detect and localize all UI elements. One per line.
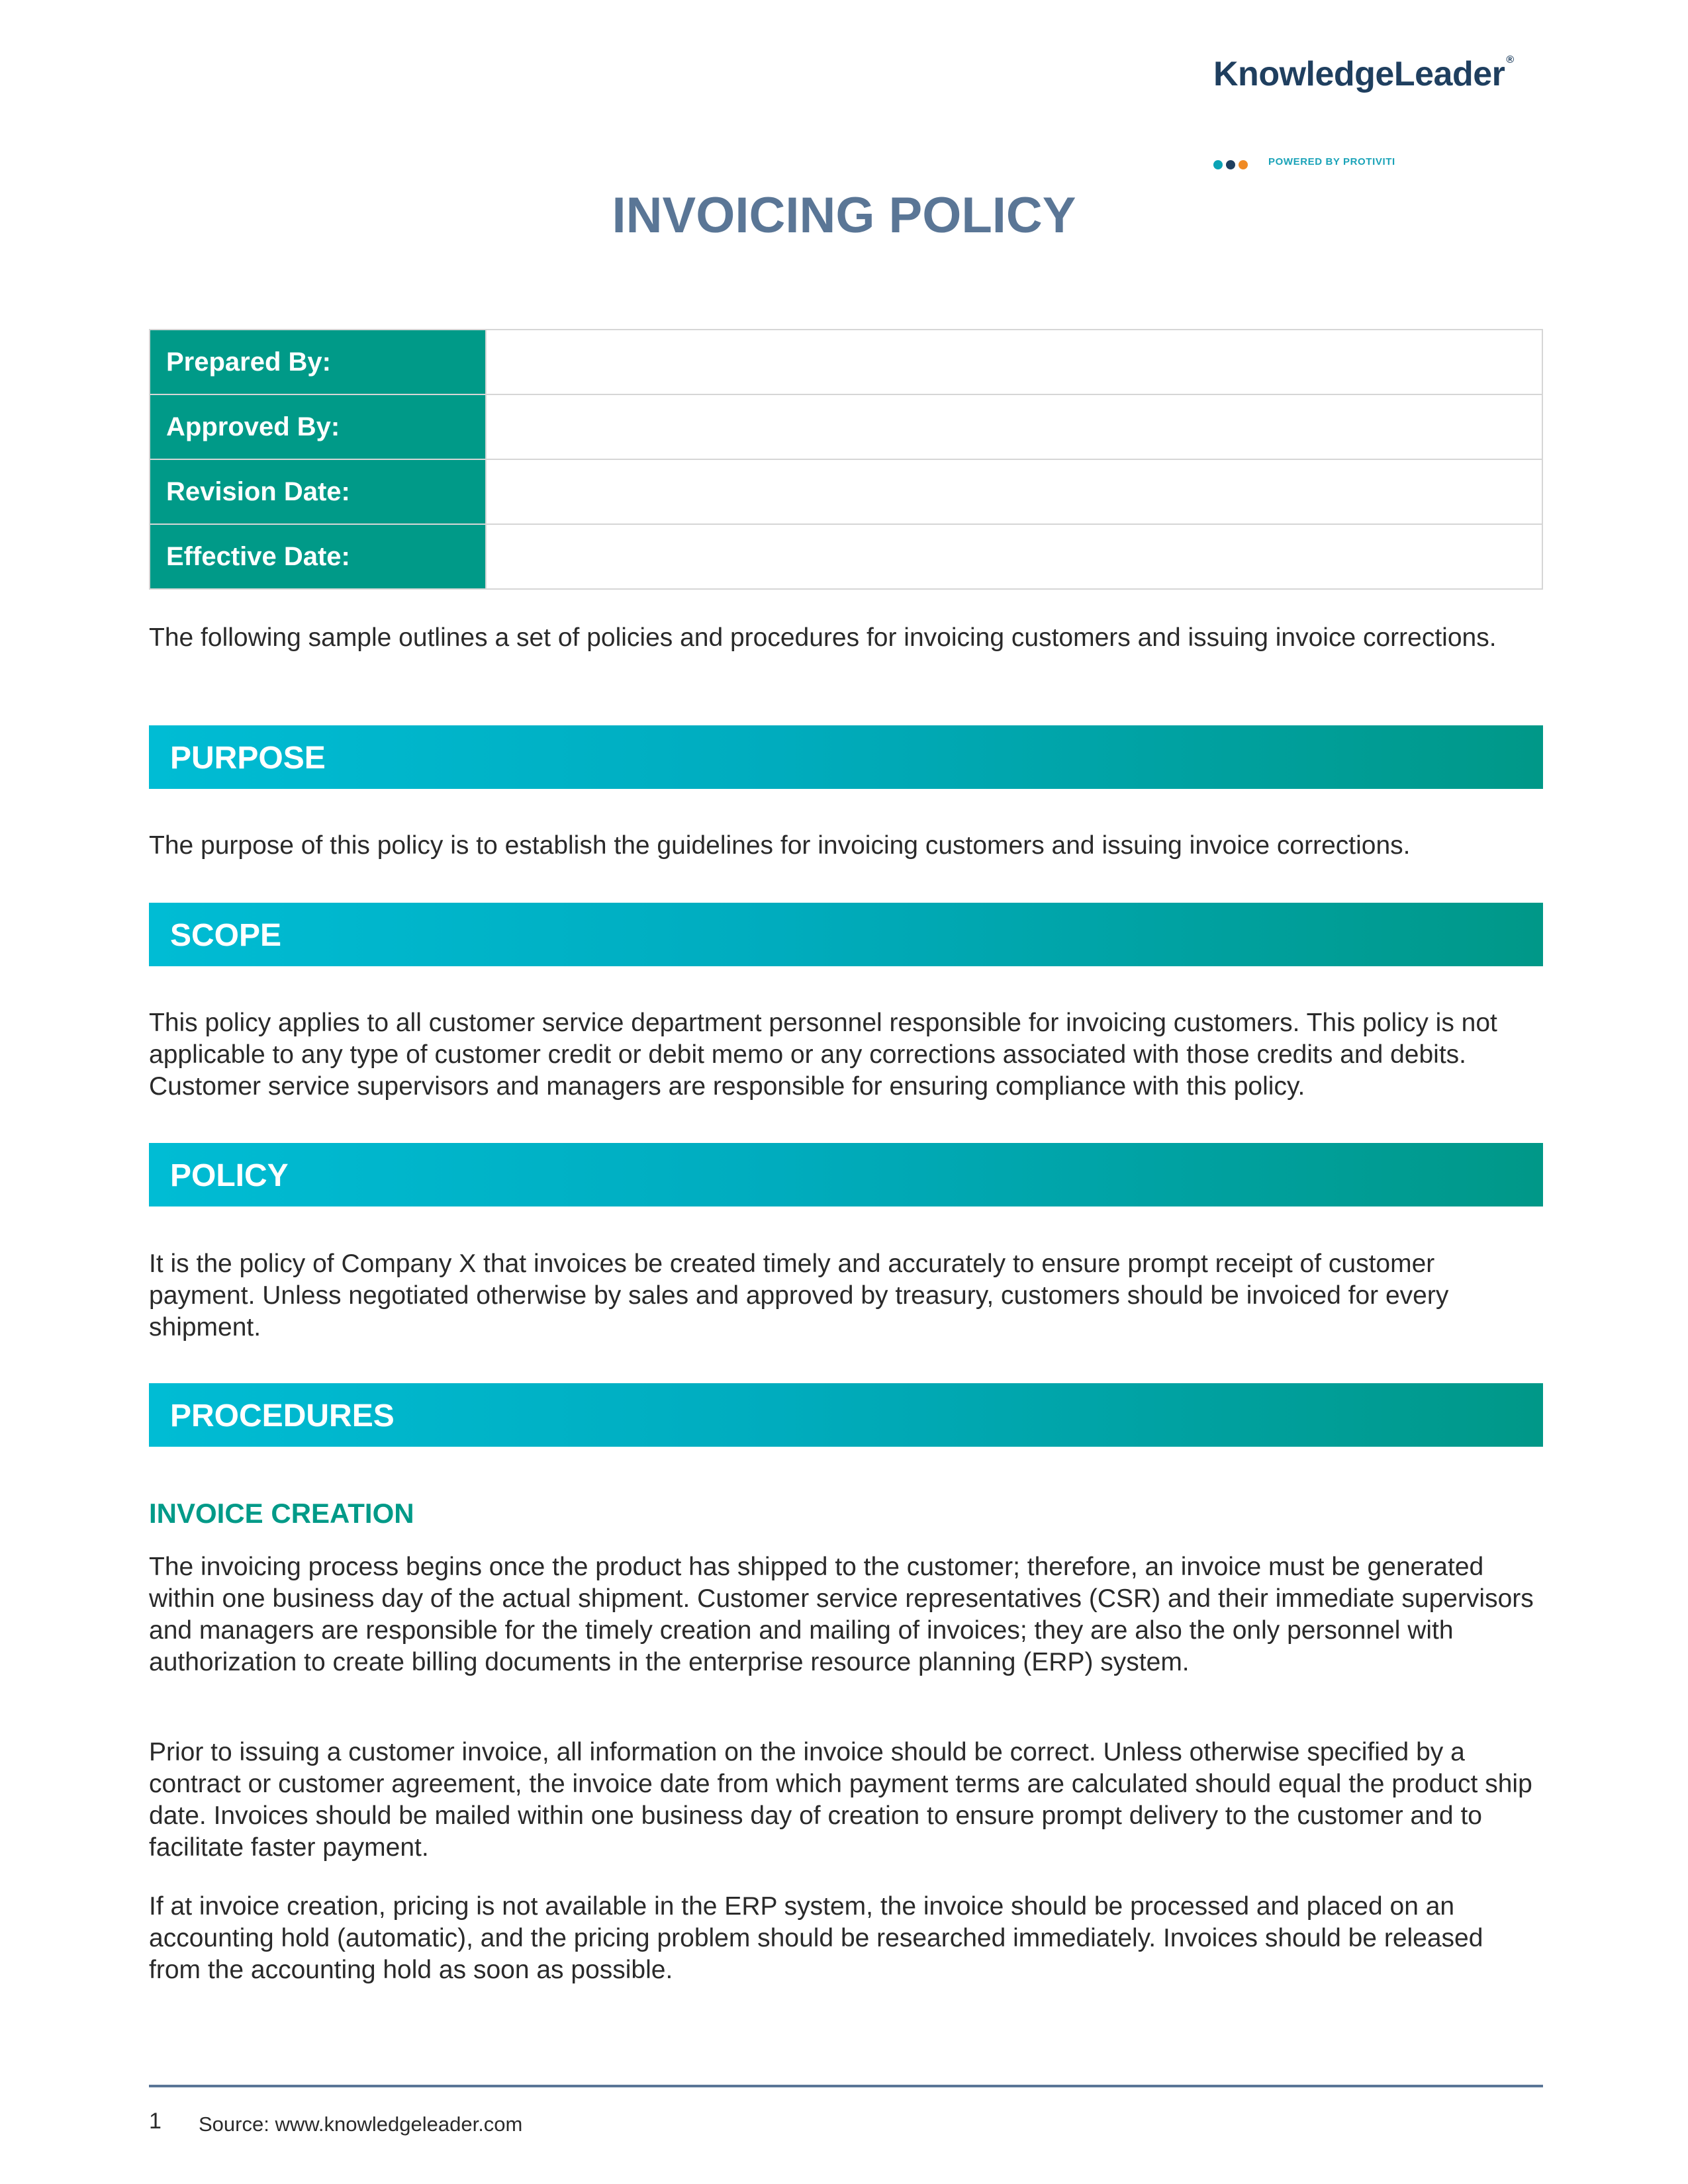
table-row (150, 459, 1542, 524)
scope-paragraph: This policy applies to all customer service department personnel responsible for invoicing customers. This policy is not applicable to any type of customer credit or debit memo or any corrections associated with those credits and debits. Customer service supervisors and managers are responsible for ensuring compliance with this policy. (149, 1009, 1497, 1101)
section-header-policy (149, 1143, 1543, 1206)
section-title: PURPOSE (170, 741, 326, 776)
prepared-by-label: Prepared By: (150, 330, 486, 394)
procedure-paragraph: If at invoice creation, pricing is not available in the ERP system, the invoice should be processed and placed on an accounting hold (automatic), and the pricing problem should be researched immediately. Invoices should be released from the accounting hold as soon as possible. (149, 1892, 1483, 1984)
revision-date-label: Revision Date: (150, 459, 486, 524)
registered-mark: ® (1506, 54, 1514, 66)
section-header-purpose (149, 725, 1543, 789)
prepared-by-value (486, 330, 1542, 394)
table-row (150, 524, 1542, 589)
policy-paragraph: It is the policy of Company X that invoices be created timely and accurately to ensure prompt receipt of customer payment. Unless negotiated otherwise by sales and approved by treasury, customers should be invoiced for every shipment. (149, 1250, 1449, 1342)
dot-icon (1239, 160, 1248, 169)
brand-name: KnowledgeLeader (1213, 55, 1505, 93)
effective-date-value (486, 524, 1542, 589)
dot-icon (1213, 160, 1223, 169)
document-info-table (149, 329, 1543, 590)
approved-by-label: Approved By: (150, 394, 486, 459)
section-header-scope (149, 903, 1543, 966)
footer-divider (149, 2085, 1543, 2087)
revision-date-value (486, 459, 1542, 524)
procedure-paragraph: Prior to issuing a customer invoice, all information on the invoice should be correct. Unless otherwise specified by a contract or customer agreement, the invoice date from which payment terms are calculated should equal the product ship date. Invoices should be mailed within one business day of creation to ensure prompt delivery to the customer and to facilitate faster payment. (149, 1738, 1532, 1862)
dot-icon (1226, 160, 1235, 169)
effective-date-label: Effective Date: (150, 524, 486, 589)
source-note: Source: www.knowledgeleader.com (199, 2113, 523, 2136)
page-number: 1 (149, 2109, 162, 2134)
intro-paragraph: The following sample outlines a set of policies and procedures for invoicing customers and issuing invoice corrections. (149, 623, 1497, 652)
approved-by-value (486, 394, 1542, 459)
subsection-title: INVOICE CREATION (149, 1498, 414, 1529)
procedure-paragraph: The invoicing process begins once the product has shipped to the customer; therefore, an invoice must be generated within one business day of the actual shipment. Customer service representatives (CSR) and their immediate supervisors and managers are responsible for the timely creation and mailing of invoices; they are also the only personnel with authorization to create billing documents in the enterprise resource planning (ERP) system. (149, 1553, 1534, 1676)
page-title: INVOICING POLICY (612, 187, 1076, 244)
section-title: PROCEDURES (170, 1398, 395, 1433)
brand-tagline: POWERED BY PROTIVITI (1268, 156, 1395, 167)
purpose-paragraph: The purpose of this policy is to establish the guidelines for invoicing customers and issuing invoice corrections. (149, 831, 1411, 860)
table-row (150, 330, 1542, 394)
section-title: POLICY (170, 1158, 289, 1193)
section-title: SCOPE (170, 918, 282, 953)
section-header-procedures (149, 1383, 1543, 1447)
table-row (150, 394, 1542, 459)
brand-logo (1213, 54, 1544, 167)
